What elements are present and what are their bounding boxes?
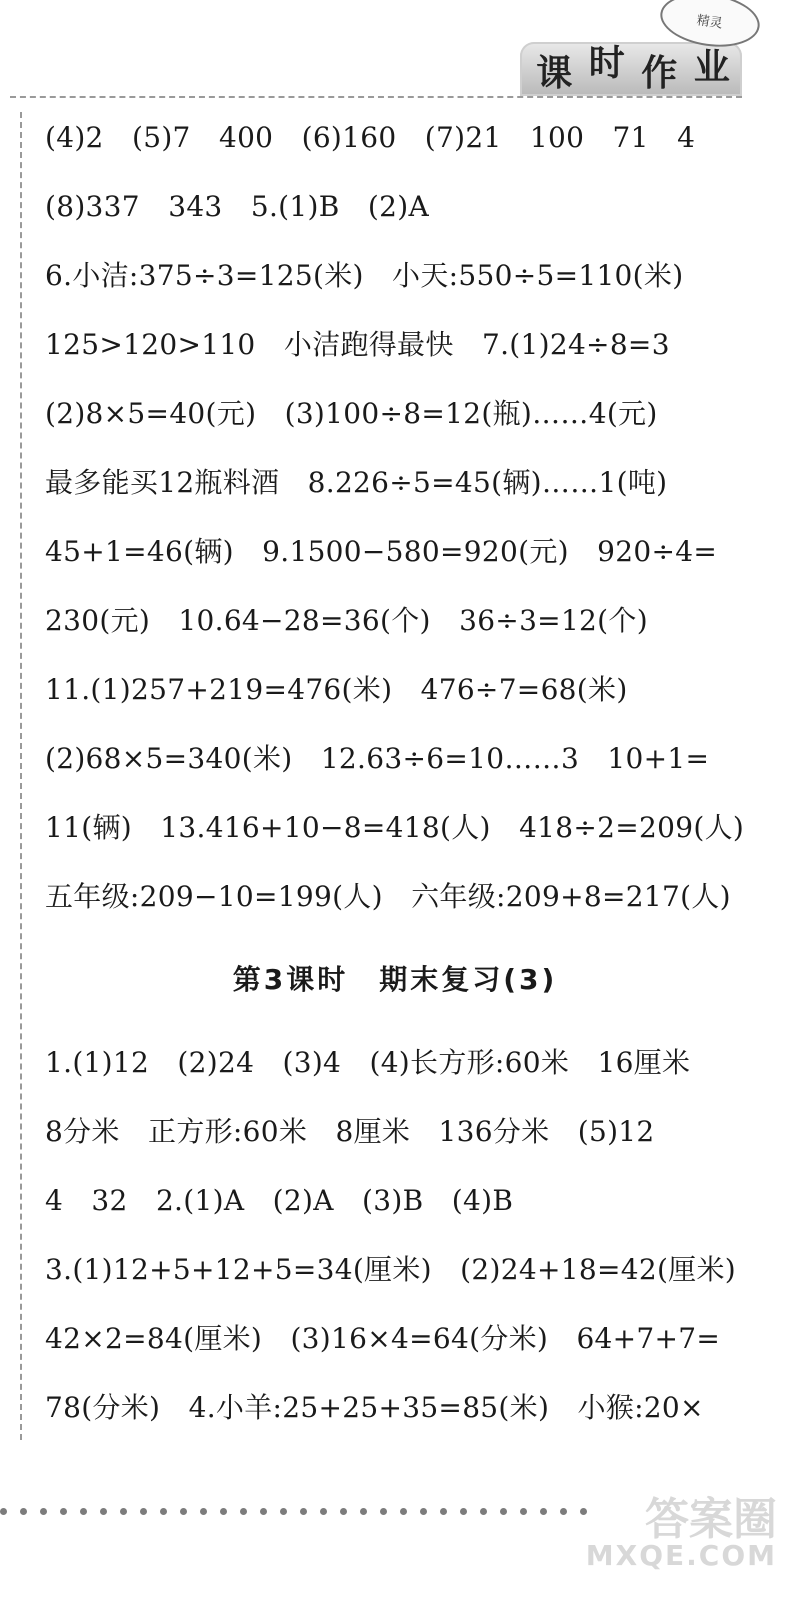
footer-dot xyxy=(280,1508,287,1515)
footer-dot xyxy=(80,1508,87,1515)
answer-line: 1.(1)12 (2)24 (3)4 (4)长方形:60米 16厘米 xyxy=(45,1046,691,1079)
header-dashed-divider xyxy=(10,96,742,98)
header-title-char-3: 作 xyxy=(641,53,678,94)
footer-dot xyxy=(380,1508,387,1515)
answer-line: (4)2 (5)7 400 (6)160 (7)21 100 71 4 xyxy=(45,121,696,154)
footer-dot xyxy=(560,1508,567,1515)
corner-badge-text: 精灵 xyxy=(695,12,724,32)
footer-dot xyxy=(260,1508,267,1515)
footer-dot xyxy=(360,1508,367,1515)
watermark-url-text: MXQE.COM xyxy=(585,1539,777,1572)
footer-dot xyxy=(60,1508,67,1515)
footer-dot xyxy=(460,1508,467,1515)
footer-dot xyxy=(240,1508,247,1515)
answer-line: 125>120>110 小洁跑得最快 7.(1)24÷8=3 xyxy=(45,328,670,361)
answer-line: 42×2=84(厘米) (3)16×4=64(分米) 64+7+7= xyxy=(45,1322,721,1355)
footer-dot xyxy=(100,1508,107,1515)
footer-dot xyxy=(20,1508,27,1515)
section-title: 第3课时 期末复习(3) xyxy=(232,963,558,996)
answer-content xyxy=(45,112,745,1451)
answer-line: 8分米 正方形:60米 8厘米 136分米 (5)12 xyxy=(45,1115,655,1148)
answer-line: (2)68×5=340(米) 12.63÷6=10……3 10+1= xyxy=(45,742,710,775)
header-title-char-2: 时 xyxy=(588,43,625,84)
answer-line: 230(元) 10.64−28=36(个) 36÷3=12(个) xyxy=(45,604,648,637)
answer-line: 五年级:209−10=199(人) 六年级:209+8=217(人) xyxy=(45,880,731,913)
left-margin-rule xyxy=(20,112,22,1440)
footer-dot xyxy=(40,1508,47,1515)
footer-dot xyxy=(200,1508,207,1515)
footer-dot xyxy=(400,1508,407,1515)
footer-dot xyxy=(340,1508,347,1515)
footer-dot xyxy=(540,1508,547,1515)
answer-line: 11.(1)257+219=476(米) 476÷7=68(米) xyxy=(45,673,628,706)
footer-dot xyxy=(300,1508,307,1515)
answer-line: 45+1=46(辆) 9.1500−580=920(元) 920÷4= xyxy=(45,535,718,568)
watermark-logo xyxy=(585,1494,777,1572)
answer-line: 11(辆) 13.416+10−8=418(人) 418÷2=209(人) xyxy=(45,811,745,844)
answer-line: 6.小洁:375÷3=125(米) 小天:550÷5=110(米) xyxy=(45,259,684,292)
footer-dotted-border xyxy=(0,1500,600,1530)
answer-line: 最多能买12瓶料酒 8.226÷5=45(辆)……1(吨) xyxy=(45,466,668,499)
footer-dot xyxy=(500,1508,507,1515)
footer-dot xyxy=(440,1508,447,1515)
answer-line: (8)337 343 5.(1)B (2)A xyxy=(45,190,429,223)
header-title-char-4: 业 xyxy=(693,47,730,88)
footer-dot xyxy=(160,1508,167,1515)
footer-dot xyxy=(180,1508,187,1515)
watermark-main-text: 答案圈 xyxy=(645,1494,777,1545)
footer-dot xyxy=(420,1508,427,1515)
header-title xyxy=(528,40,738,96)
footer-dot xyxy=(320,1508,327,1515)
header-title-char-1: 课 xyxy=(536,53,573,94)
answer-line: 78(分米) 4.小羊:25+25+35=85(米) 小猴:20× xyxy=(45,1391,704,1424)
footer-dot xyxy=(220,1508,227,1515)
footer-dot xyxy=(140,1508,147,1515)
footer-dot xyxy=(520,1508,527,1515)
footer-dot xyxy=(480,1508,487,1515)
page-header xyxy=(0,0,787,110)
answer-line: 4 32 2.(1)A (2)A (3)B (4)B xyxy=(45,1184,514,1217)
footer-dot xyxy=(0,1508,7,1515)
answer-line: (2)8×5=40(元) (3)100÷8=12(瓶)……4(元) xyxy=(45,397,658,430)
footer-dot xyxy=(120,1508,127,1515)
answer-line: 3.(1)12+5+12+5=34(厘米) (2)24+18=42(厘米) xyxy=(45,1253,737,1286)
